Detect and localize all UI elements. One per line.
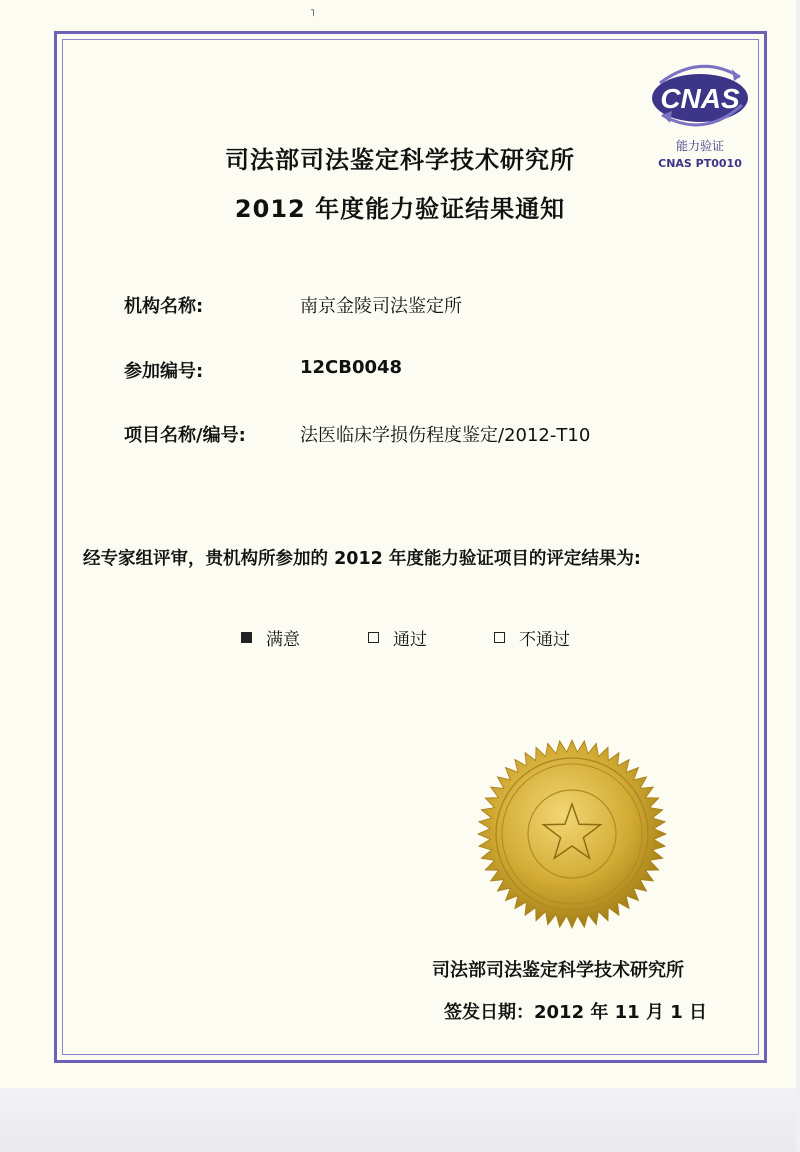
- field-label-project: 项目名称/编号:: [124, 425, 246, 446]
- field-value-project: 法医临床学损伤程度鉴定/2012-T10: [300, 425, 591, 446]
- cnas-caption: 能力验证: [675, 139, 724, 153]
- result-option-label: 通过: [393, 630, 427, 650]
- gold-seal-icon: [476, 738, 668, 930]
- checkbox-icon: [494, 632, 505, 643]
- issuer-name: 司法部司法鉴定科学技术研究所: [432, 960, 684, 981]
- checkbox-icon: [241, 632, 252, 643]
- evaluation-statement: 经专家组评审，贵机构所参加的 2012 年度能力验证项目的评定结果为:: [83, 549, 641, 569]
- field-value-participant-id: 12CB0048: [300, 357, 403, 378]
- corner-mark: ˥: [310, 8, 315, 19]
- cnas-logo-text: CNAS: [660, 83, 740, 114]
- document-title-issuer: 司法部司法鉴定科学技术研究所: [225, 146, 575, 174]
- checkbox-icon: [368, 632, 379, 643]
- result-option-label: 满意: [266, 630, 300, 650]
- result-option-fail: [494, 625, 570, 650]
- scan-margin: [0, 1088, 800, 1152]
- official-seal: [476, 738, 668, 930]
- cnas-logo: [648, 53, 752, 170]
- issue-date: 签发日期：2012 年 11 月 1 日: [444, 1002, 708, 1023]
- cnas-code: CNAS PT0010: [658, 157, 742, 170]
- field-value-institution: 南京金陵司法鉴定所: [300, 296, 462, 317]
- result-option-satisfactory: [241, 625, 300, 650]
- field-label-participant-id: 参加编号:: [124, 361, 204, 382]
- result-option-pass: [368, 625, 427, 650]
- cnas-logo-icon: [648, 53, 752, 137]
- field-label-institution: 机构名称:: [124, 296, 204, 317]
- document-title: 2012 年度能力验证结果通知: [234, 195, 566, 223]
- result-option-label: 不通过: [519, 630, 570, 650]
